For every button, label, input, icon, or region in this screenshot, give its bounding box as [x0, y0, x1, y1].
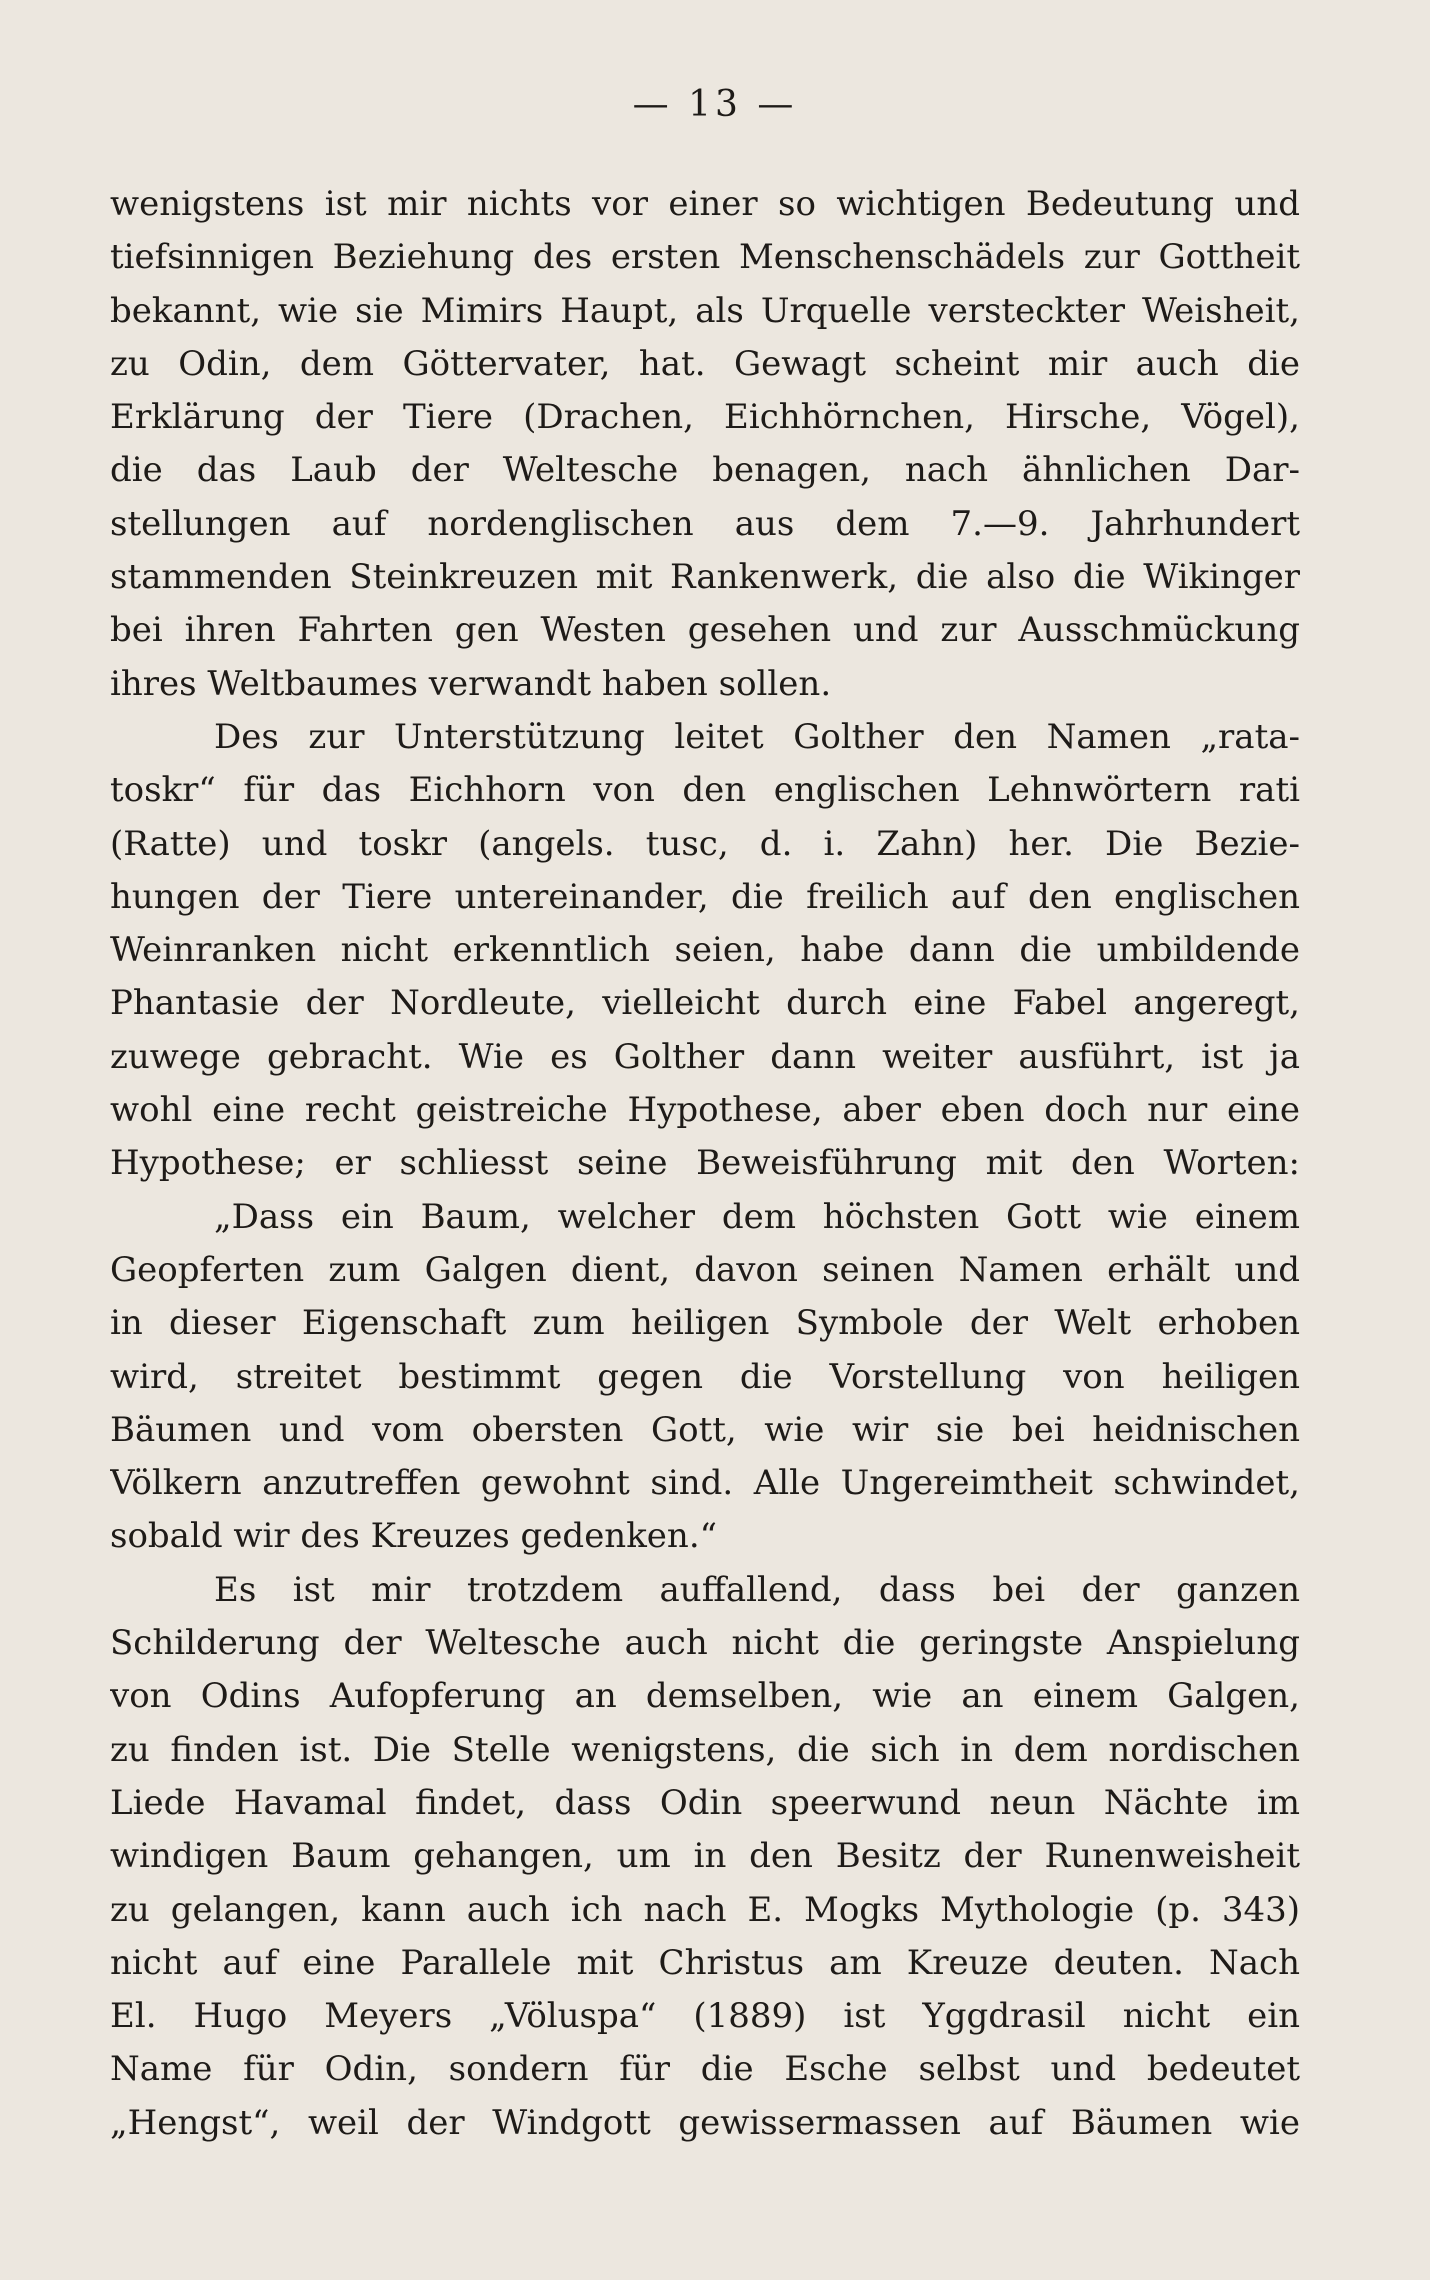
text-line: Name für Odin, sondern für die Esche selbst und bedeutet	[110, 2049, 1300, 2090]
text-line: hungen der Tiere untereinander, die freilich auf den englischen	[110, 876, 1300, 917]
text-line: zu Odin, dem Göttervater, hat. Gewagt scheint mir auch die	[110, 343, 1300, 384]
text-line: bei ihren Fahrten gen Westen gesehen und zur Ausschmückung	[110, 610, 1300, 651]
text-line: Des zur Unterstützung leitet Golther den Namen „rata-	[214, 716, 1300, 757]
paragraph-4	[110, 1564, 1300, 2150]
text-line: wird, streitet bestimmt gegen die Vorstellung von heiligen	[110, 1356, 1300, 1397]
text-line: Geopferten zum Galgen dient, davon seinen Namen erhält und	[110, 1249, 1300, 1290]
paragraph-2	[110, 711, 1300, 1191]
text-line: Liede Havamal findet, dass Odin speerwund neun Nächte im	[110, 1782, 1300, 1823]
paragraph-1	[110, 178, 1300, 711]
text-line: „Dass ein Baum, welcher dem höchsten Gott wie einem	[214, 1196, 1300, 1237]
text-line: (Ratte) und toskr (angels. tusc, d. i. Zahn) her. Die Bezie-	[110, 823, 1300, 864]
text-line: Weinranken nicht erkenntlich seien, habe dann die umbildende	[110, 930, 1300, 971]
text-line: Schilderung der Weltesche auch nicht die geringste Anspielung	[110, 1623, 1300, 1664]
text-line: tiefsinnigen Beziehung des ersten Menschenschädels zur Gottheit	[110, 237, 1300, 278]
text-line: windigen Baum gehangen, um in den Besitz der Runenweisheit	[110, 1836, 1300, 1877]
text-line: in dieser Eigenschaft zum heiligen Symbole der Welt erhoben	[110, 1303, 1300, 1344]
text-line: sobald wir des Kreuzes gedenken.“	[110, 1516, 718, 1557]
text-line: stellungen auf nordenglischen aus dem 7.—9. Jahrhundert	[110, 503, 1300, 544]
text-line: Völkern anzutreffen gewohnt sind. Alle Ungereimtheit schwindet,	[110, 1463, 1300, 1504]
page-number: — 13 —	[632, 84, 798, 125]
text-line: El. Hugo Meyers „Völuspa“ (1889) ist Yggdrasil nicht ein	[110, 1996, 1300, 2037]
text-line: zu gelangen, kann auch ich nach E. Mogks Mythologie (p. 343)	[110, 1889, 1300, 1930]
body-text	[110, 178, 1300, 2150]
text-line: Phantasie der Nordleute, vielleicht durch eine Fabel angeregt,	[110, 983, 1300, 1024]
text-line: Erklärung der Tiere (Drachen, Eichhörnchen, Hirsche, Vögel),	[110, 397, 1300, 438]
text-line: nicht auf eine Parallele mit Christus am Kreuze deuten. Nach	[110, 1942, 1300, 1983]
text-line: ihres Weltbaumes verwandt haben sollen.	[110, 663, 832, 704]
text-line: Hypothese; er schliesst seine Beweisführung mit den Worten:	[110, 1143, 1300, 1184]
text-line: bekannt, wie sie Mimirs Haupt, als Urquelle versteckter Weisheit,	[110, 290, 1300, 331]
text-line: Bäumen und vom obersten Gott, wie wir sie bei heidnischen	[110, 1409, 1300, 1450]
text-line: wenigstens ist mir nichts vor einer so wichtigen Bedeutung und	[110, 184, 1300, 224]
text-line: Es ist mir trotzdem auffallend, dass bei der ganzen	[214, 1569, 1300, 1610]
text-line: die das Laub der Weltesche benagen, nach ähnlichen Dar-	[110, 450, 1300, 491]
text-line: „Hengst“, weil der Windgott gewissermassen auf Bäumen wie	[110, 2102, 1300, 2143]
text-line: toskr“ für das Eichhorn von den englischen Lehnwörtern rati	[110, 770, 1300, 811]
text-line: stammenden Steinkreuzen mit Rankenwerk, die also die Wikinger	[110, 557, 1300, 598]
text-line: von Odins Aufopferung an demselben, wie an einem Galgen,	[110, 1676, 1300, 1717]
paragraph-3-quote	[110, 1191, 1300, 1564]
text-line: wohl eine recht geistreiche Hypothese, aber eben doch nur eine	[110, 1090, 1300, 1131]
text-line: zuwege gebracht. Wie es Golther dann weiter ausführt, ist ja	[110, 1036, 1300, 1077]
text-line: zu finden ist. Die Stelle wenigstens, die sich in dem nordischen	[110, 1729, 1300, 1770]
